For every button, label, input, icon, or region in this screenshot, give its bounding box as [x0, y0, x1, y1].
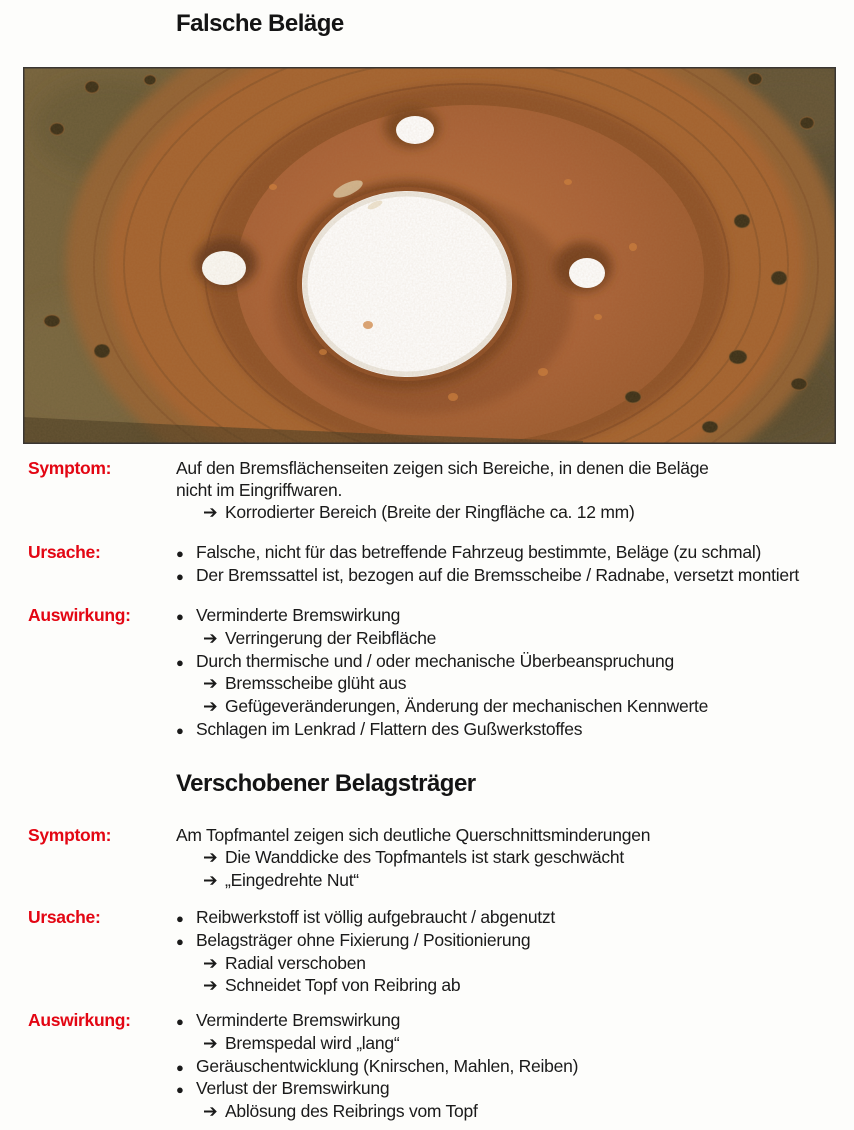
symptom-content [176, 825, 650, 892]
arrow-line [176, 953, 555, 976]
bullet-line [176, 907, 555, 930]
line-text: Am Topfmantel zeigen sich deutliche Querschnittsminderungen [176, 825, 651, 845]
line-text: Verlust der Bremswirkung [196, 1078, 390, 1099]
symptom-label: Symptom: [28, 825, 112, 845]
text-line [176, 825, 650, 847]
bullet-line [176, 565, 799, 588]
bullet-icon: ● [176, 568, 184, 584]
bullet-line [176, 605, 708, 628]
arrow-icon: ➔ [203, 1102, 218, 1123]
bullet-line [176, 542, 799, 565]
line-text: Belagsträger ohne Fixierung / Positionierung [196, 929, 531, 950]
auswirkung-content [176, 605, 708, 742]
arrow-line [176, 696, 708, 719]
arrow-icon: ➔ [203, 1033, 218, 1054]
bullet-icon: ● [176, 933, 184, 949]
arrow-icon: ➔ [203, 628, 218, 649]
arrow-icon: ➔ [203, 674, 218, 695]
line-text: Geräuschentwicklung (Knirschen, Mahlen, Reiben) [196, 1055, 579, 1076]
bullet-line [176, 651, 708, 674]
bullet-line [176, 719, 708, 742]
line-text: Verminderte Bremswirkung [196, 605, 401, 625]
arrow-icon: ➔ [203, 953, 218, 974]
bullet-icon: ● [176, 546, 184, 561]
bullet-line [176, 1010, 578, 1033]
section2-title: Verschobener Belagsträger [176, 770, 476, 797]
symptom-content [176, 458, 709, 524]
ursache-content [176, 542, 799, 588]
auswirkung-content [176, 1010, 578, 1124]
line-text: Auf den Bremsflächenseiten zeigen sich Bereiche, in denen die Beläge [176, 458, 709, 478]
line-text: Reibwerkstoff ist völlig aufgebraucht / abgenutzt [196, 907, 556, 927]
bullet-icon: ● [176, 654, 184, 670]
line-text: Verringerung der Reibfläche [225, 627, 437, 648]
line-text: Radial verschoben [225, 952, 366, 973]
arrow-line [176, 628, 708, 651]
arrow-line [176, 975, 555, 998]
line-text: Bremspedal wird „lang“ [225, 1032, 400, 1053]
line-text: Bremsscheibe glüht aus [225, 673, 407, 694]
arrow-icon: ➔ [203, 976, 218, 997]
bullet-icon: ● [176, 1082, 184, 1098]
line-text: nicht im Eingriffwaren. [176, 479, 343, 500]
line-text: Durch thermische und / oder mechanische Überbeanspruchung [196, 650, 674, 671]
bullet-icon: ● [176, 609, 184, 624]
brake-disc-photo [23, 67, 836, 444]
line-text: Korrodierter Bereich (Breite der Ringfläche ca. 12 mm) [225, 501, 635, 522]
line-text: Der Bremssattel ist, bezogen auf die Bremsscheibe / Radnabe, versetzt montiert [196, 564, 800, 585]
arrow-line [176, 1033, 578, 1056]
arrow-line [176, 502, 709, 525]
brake-disc-illustration [23, 67, 836, 444]
text-line [176, 480, 709, 502]
arrow-line [176, 1101, 578, 1124]
bullet-icon: ● [176, 911, 184, 926]
bullet-line [176, 930, 555, 953]
arrow-icon: ➔ [203, 502, 218, 523]
bullet-icon: ● [176, 722, 184, 738]
auswirkung-label: Auswirkung: [28, 605, 131, 625]
auswirkung-label: Auswirkung: [28, 1010, 131, 1030]
bullet-line [176, 1078, 578, 1101]
arrow-icon: ➔ [203, 870, 218, 891]
arrow-line [176, 847, 650, 870]
line-text: Gefügeveränderungen, Änderung der mechanischen Kennwerte [225, 696, 709, 717]
ursache-content [176, 907, 555, 998]
bullet-line [176, 1056, 578, 1079]
symptom-label: Symptom: [28, 458, 112, 478]
line-text: Schlagen im Lenkrad / Flattern des Gußwerkstoffes [196, 718, 583, 739]
arrow-line [176, 870, 650, 893]
line-text: Falsche, nicht für das betreffende Fahrzeug bestimmte, Beläge (zu schmal) [196, 542, 762, 562]
line-text: Schneidet Topf von Reibring ab [225, 975, 461, 996]
section1-title: Falsche Beläge [176, 10, 344, 37]
line-text: „Eingedrehte Nut“ [225, 869, 359, 890]
arrow-line [176, 673, 708, 696]
ursache-label: Ursache: [28, 907, 101, 927]
line-text: Verminderte Bremswirkung [196, 1010, 401, 1030]
text-line [176, 458, 709, 480]
line-text: Ablösung des Reibrings vom Topf [225, 1101, 478, 1122]
arrow-icon: ➔ [203, 847, 218, 868]
arrow-icon: ➔ [203, 697, 218, 718]
line-text: Die Wanddicke des Topfmantels ist stark geschwächt [225, 846, 624, 867]
ursache-label: Ursache: [28, 542, 101, 562]
bullet-icon: ● [176, 1014, 184, 1029]
bullet-icon: ● [176, 1059, 184, 1075]
